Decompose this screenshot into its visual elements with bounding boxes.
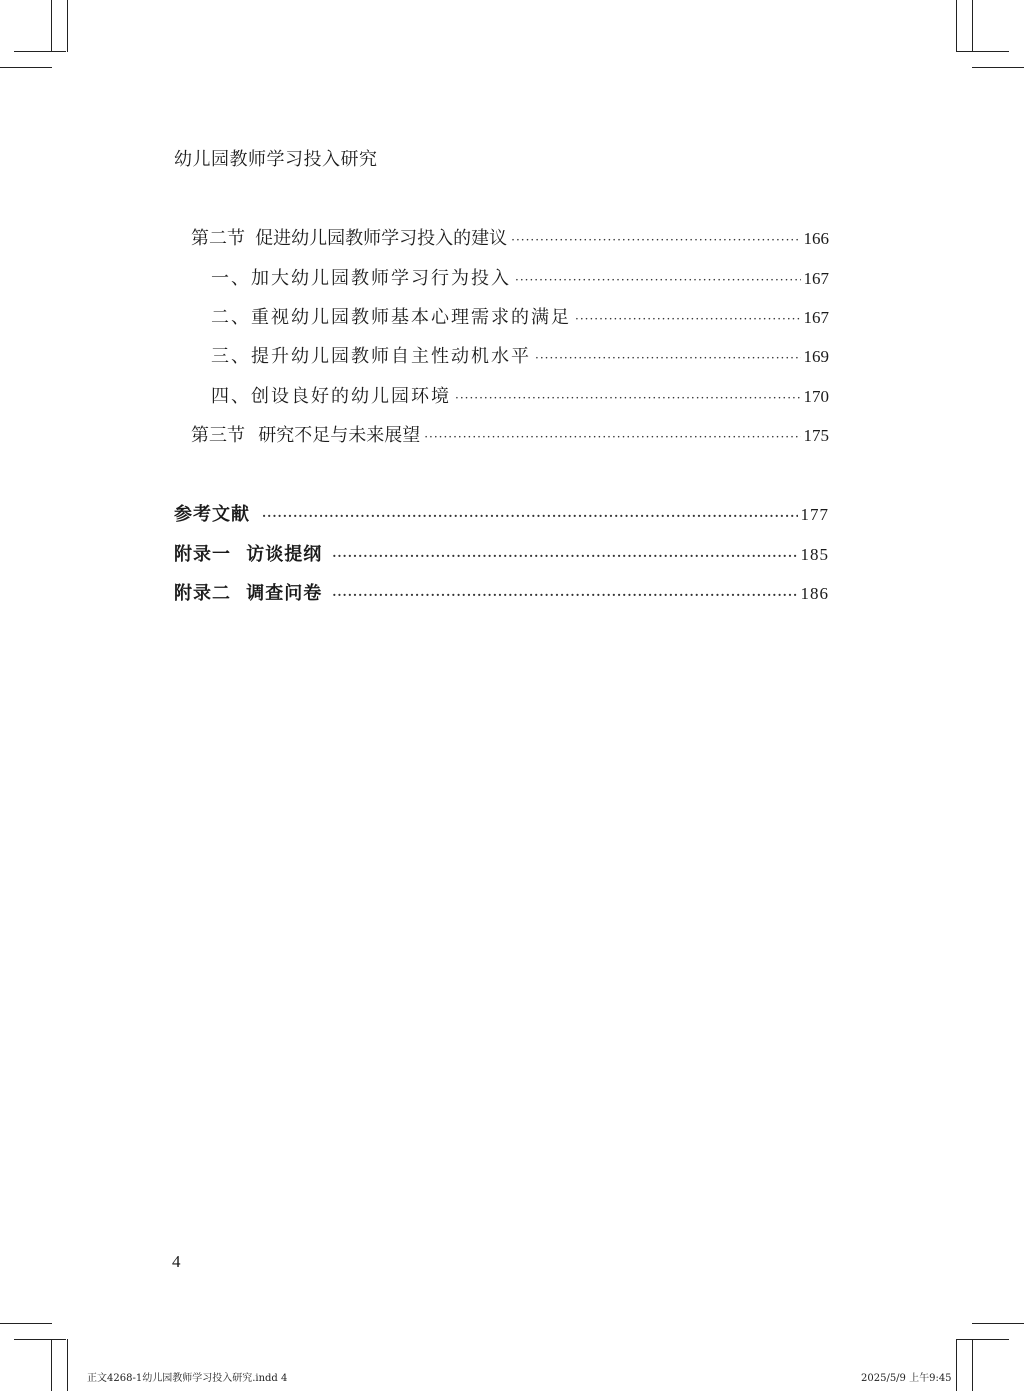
toc-entry-subsection[interactable] [211,382,829,408]
toc-entry-appendix[interactable] [174,579,829,605]
toc-page-number: 185 [800,545,829,564]
toc-section-label: 第二节 [191,228,245,249]
print-slug-filename: 正文4268-1幼儿园教师学习投入研究.indd 4 [87,1373,288,1384]
toc-appendix-label: 附录一 [174,544,231,565]
toc-entry-title: 调查问卷 [246,583,323,604]
toc-page-number: 177 [800,505,829,524]
folio-page-number: 4 [172,1252,181,1271]
toc-page-number: 169 [803,347,829,366]
toc-entry-title: 访谈提纲 [246,544,323,565]
toc-entry-subsection[interactable] [211,303,829,329]
toc-entry-title: 参考文献 [174,504,250,525]
dot-leader [511,233,800,247]
toc-page-number: 167 [803,269,829,288]
print-slug-timestamp: 2025/5/9 上午9:45 [861,1373,952,1384]
toc-entry-appendix[interactable] [174,540,829,566]
dot-leader [262,509,798,523]
toc-page-number: 186 [800,584,829,603]
dot-leader [332,588,797,602]
toc-entry-title: 二、重视幼儿园教师基本心理需求的满足 [211,307,571,328]
toc-entry-section[interactable] [191,224,829,250]
toc-appendix-label: 附录二 [174,583,231,604]
running-head: 幼儿园教师学习投入研究 [174,149,378,170]
toc-entry-title: 研究不足与未来展望 [258,425,421,446]
toc-section-label: 第三节 [191,425,245,446]
toc-entry-subsection[interactable] [211,342,829,368]
toc-entry-title: 三、提升幼儿园教师自主性动机水平 [211,346,531,367]
dot-leader [332,549,797,563]
dot-leader [535,351,801,365]
toc-entry-subsection[interactable] [211,264,829,290]
dot-leader [575,312,801,326]
toc-page-number: 175 [803,426,829,445]
toc-page-number: 167 [803,308,829,327]
dot-leader [515,273,801,287]
dot-leader [455,391,801,405]
toc-entry-references[interactable] [174,500,829,526]
toc-entry-title: 四、创设良好的幼儿园环境 [211,386,451,407]
toc-entry-title: 一、加大幼儿园教师学习行为投入 [211,268,511,289]
toc-page-number: 170 [803,387,829,406]
toc-entry-section[interactable] [191,421,829,447]
toc-page-number: 166 [803,229,829,248]
toc-entry-title: 促进幼儿园教师学习投入的建议 [255,228,508,249]
dot-leader [424,430,800,444]
